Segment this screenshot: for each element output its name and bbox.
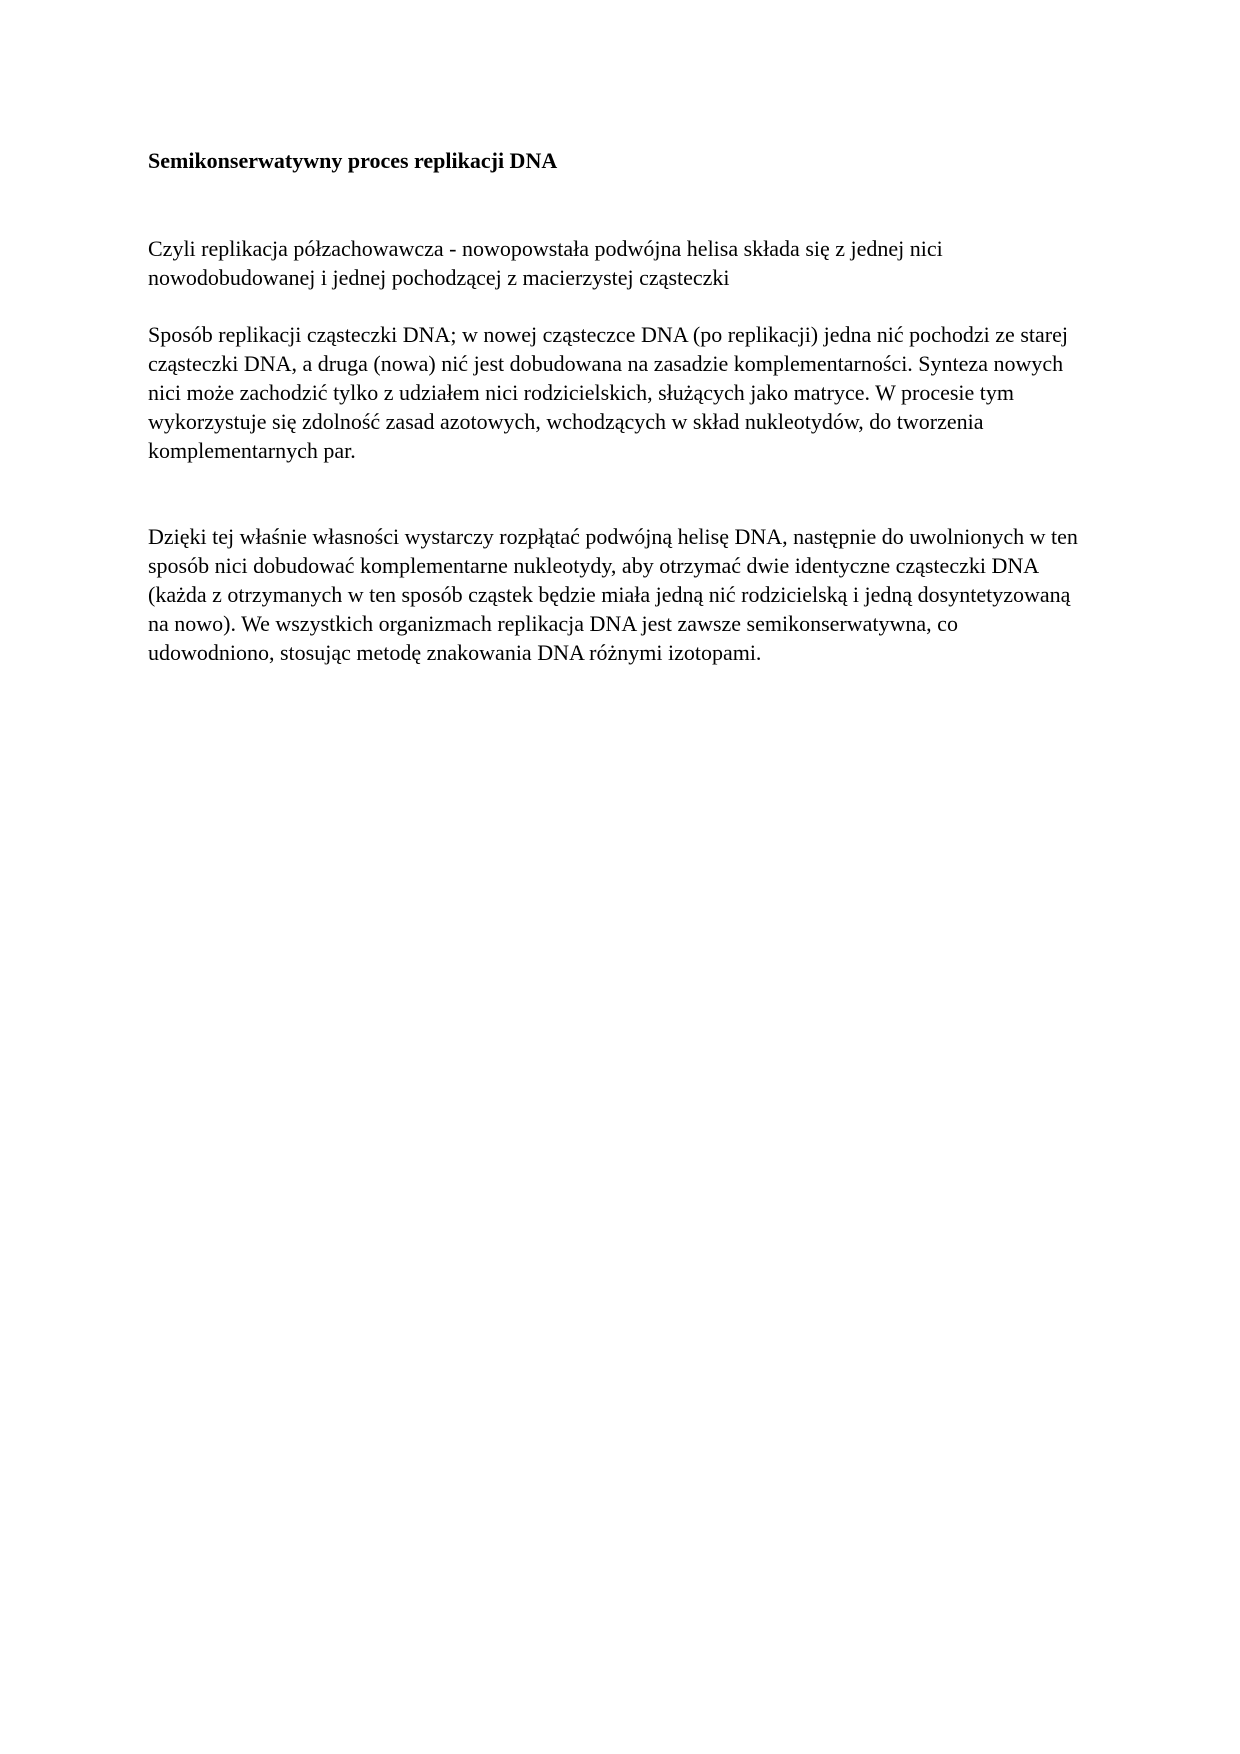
document-title: Semikonserwatywny proces replikacji DNA <box>148 148 558 173</box>
paragraph-mechanism: Sposób replikacji cząsteczki DNA; w nowej cząsteczce DNA (po replikacji) jedna nić pochodzi ze starej cząsteczki DNA, a druga (nowa) nić jest dobudowana na zasadzie komplementarności. Synteza nowych nici może zachodzić tylko z udziałem nici rodzicielskich, służących jako matryce. W procesie tym wykorzystuje się zdolność zasad azotowych, wchodzących w skład nukleotydów, do tworzenia komplementarnych par. <box>148 322 1068 463</box>
paragraph-consequence: Dzięki tej właśnie własności wystarczy rozpłątać podwójną helisę DNA, następnie do uwolnionych w ten sposób nici dobudować komplementarne nukleotydy, aby otrzymać dwie identyczne cząsteczki DNA (każda z otrzymanych w ten sposób cząstek będzie miała jedną nić rodzicielską i jedną dosyntetyzowaną na nowo). We wszystkich organizmach replikacja DNA jest zawsze semikonserwatywna, co udowodniono, stosując metodę znakowania DNA różnymi izotopami. <box>148 524 1078 665</box>
document-body <box>148 146 1088 667</box>
paragraph-definition: Czyli replikacja półzachowawcza - nowopowstała podwójna helisa składa się z jednej nici nowodobudowanej i jednej pochodzącej z macierzystej cząsteczki <box>148 236 943 290</box>
